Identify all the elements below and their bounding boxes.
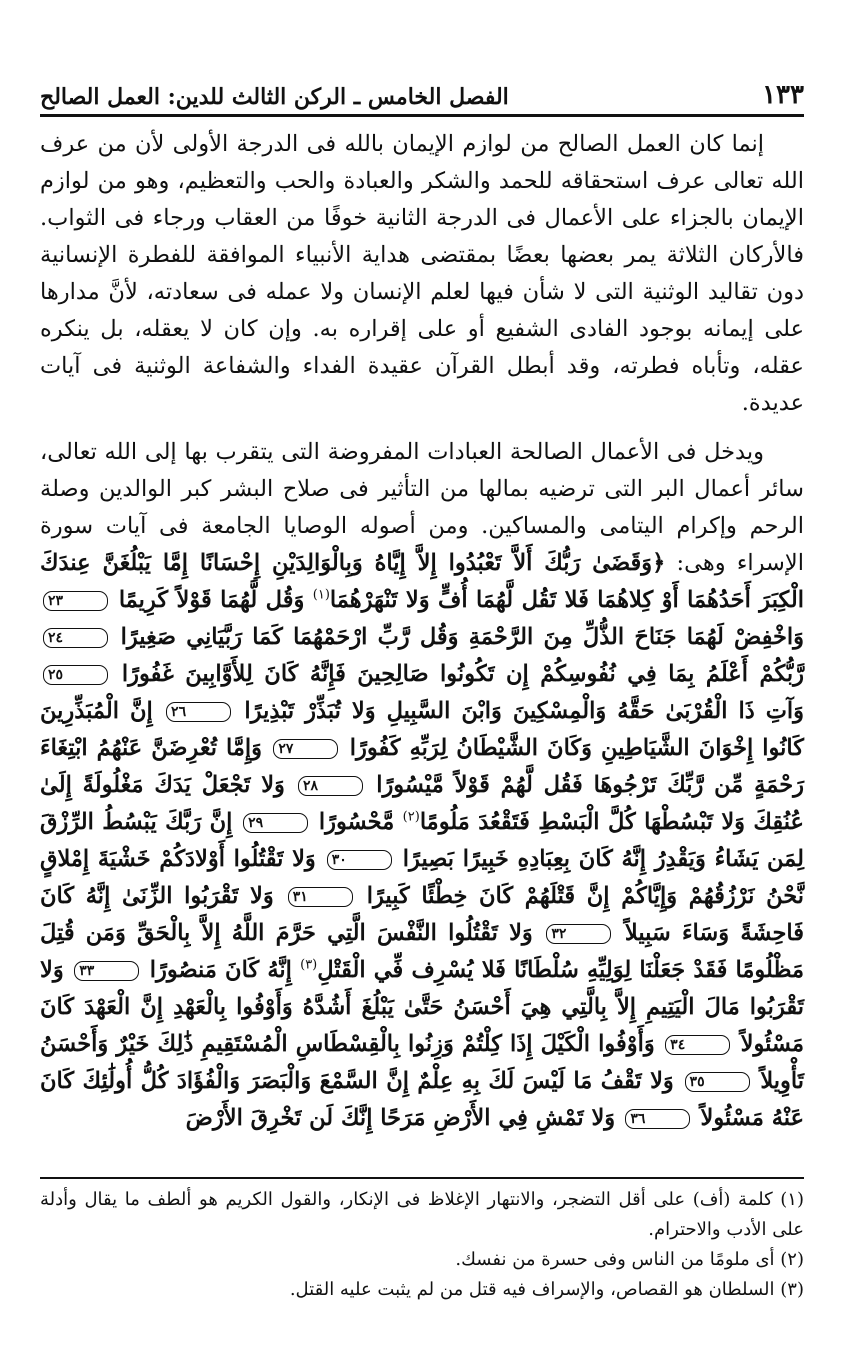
verse-number-marker: ٢٩: [243, 813, 308, 833]
verse-text-continued: إِنَّهُ كَانَ مَنصُورًا: [149, 957, 301, 983]
verse-number-marker: ٣٥: [685, 1072, 750, 1092]
verse-text: وَلا تَقْتُلُوا النَّفْسَ الَّتِي حَرَّمَ اللَّهُ إِلاَّ بِالْحَقِّ وَمَن قُتِلَ مَظْلُومًا فَقَدْ جَعَلْنَا لِوَلِيِّهِ سُلْطَانًا فَلا يُسْرِف فِّي الْقَتْلِ: [40, 920, 805, 983]
verse-text: وَلا تَقْرَبُوا مَالَ الْيَتِيمِ إِلاَّ بِالَّتِي هِيَ أَحْسَنُ حَتَّىٰ يَبْلُغَ أَشُدَّهُ وَأَوْفُوا بِالْعَهْدِ إِنَّ الْعَهْدَ كَانَ مَسْئُولاً: [40, 957, 805, 1057]
verse-text: وَلا تَقْفُ مَا لَيْسَ لَكَ بِهِ عِلْمٌ إِنَّ السَّمْعَ وَالْبَصَرَ وَالْفُؤَادَ كُلُّ أُولَٰئِكَ كَانَ عَنْهُ مَسْئُولاً: [40, 1068, 804, 1131]
footnote-marker: (٣): [300, 957, 318, 973]
page-number: ١٣٣: [762, 80, 804, 110]
verse-text: وَإِمَّا تُعْرِضَنَّ عَنْهُمُ ابْتِغَاءَ رَحْمَةٍ مِّن رَّبِّكَ تَرْجُوهَا فَقُل لَّهُمْ قَوْلاً مَّيْسُورًا: [40, 735, 804, 798]
verse-number-marker: ٢٣: [43, 591, 108, 611]
verse-text: وَلا تَقْرَبُوا الزِّنَىٰ إِنَّهُ كَانَ فَاحِشَةً وَسَاءَ سَبِيلاً: [40, 883, 804, 946]
footnote-3: (٣) السلطان هو القصاص، والإسراف فيه قتل من لم يثبت عليه القتل.: [289, 1279, 804, 1300]
footnote-marker: (١): [312, 587, 330, 603]
verse-number-marker: ٢٨: [298, 776, 363, 796]
quran-verses: [40, 550, 804, 1131]
verse-text: إِنَّ رَبَّكَ يَبْسُطُ الرِّزْقَ لِمَن يَشَاءُ وَيَقْدِرُ إِنَّهُ كَانَ بِعِبَادِهِ خَبِيرًا بَصِيرًا: [40, 809, 804, 872]
verse-number-marker: ٣٠: [327, 850, 392, 870]
paragraph-2-intro: ويدخل فى الأعمال الصالحة العبادات المفروضة التى يتقرب بها إلى الله تعالى، سائر أعمال البر التى ترضيه بمالها من التأثير فى صلاح البشر كبر الوالدين وصلة الرحم وإكرام اليتامى والمساكين. ومن أصوله الوصايا الجامعة فى آيات سورة الإسراء وهى:: [40, 439, 804, 576]
verse-text: وَقَضَىٰ رَبُّكَ أَلاَّ تَعْبُدُوا إِلاَّ إِيَّاهُ وَبِالْوَالِدَيْنِ إِحْسَانًا إِمَّا يَبْلُغَنَّ عِندَكَ الْكِبَرَ أَحَدُهُمَا أَوْ كِلاهُمَا فَلا تَقُل لَّهُمَا أُفٍّ وَلا تَنْهَرْهُمَا: [40, 550, 805, 613]
verse-text: وَاخْفِضْ لَهُمَا جَنَاحَ الذُّلِّ مِنَ الرَّحْمَةِ وَقُل رَّبِّ ارْحَمْهُمَا كَمَا رَبَّيَانِي صَغِيرًا: [120, 624, 804, 650]
verse-text-continued: مَّحْسُورًا: [318, 809, 403, 835]
verse-text: وَآتِ ذَا الْقُرْبَىٰ حَقَّهُ وَالْمِسْكِينَ وَابْنَ السَّبِيلِ وَلا تُبَذِّرْ تَبْذِيرًا: [244, 698, 805, 724]
verse-text: وَلا تَمْشِ فِي الأَرْضِ مَرَحًا إِنَّكَ لَن تَخْرِقَ الأَرْضَ: [185, 1105, 616, 1131]
verse-number-marker: ٣١: [288, 887, 353, 907]
footnote-rule: [40, 1177, 804, 1179]
verse-text: وَأَوْفُوا الْكَيْلَ إِذَا كِلْتُمْ وَزِنُوا بِالْقِسْطَاسِ الْمُسْتَقِيمِ ذَٰلِكَ خَيْرٌ وَأَحْسَنُ تَأْوِيلاً: [40, 1031, 805, 1094]
footnote-2: (٢) أى ملومًا من الناس وفى حسرة من نفسك.: [455, 1249, 804, 1270]
paragraph-1: إنما كان العمل الصالح من لوازم الإيمان بالله فى الدرجة الأولى لأن من عرف الله تعالى عرف استحقاقه للحمد والشكر والعبادة والحب والتعظيم، وهو من لوازم الإيمان بالجزاء على الأعمال فى الدرجة الثانية خوفًا من العقاب ورجاء فى الثواب. فالأركان الثلاثة يمر بعضها بعضًا بمقتضى هداية الأنبياء الموافقة للفطرة الإنسانية دون تقاليد الوثنية التى لا شأن فيها لعلم الإنسان ولا عمله فى سعادته، لأنَّ مدارها على إيمانه بوجود الفادى الشفيع أو على إقراره به. وإن كان لا يعقله، بل ينكره عقله، وتأباه فطرته، وقد أبطل القرآن عقيدة الفداء والشفاعة الوثنية فى آيات عديدة.: [40, 131, 804, 416]
paragraph-2: [40, 434, 804, 1137]
verse-open-bracket: ﴿: [652, 550, 666, 576]
page-body: [40, 126, 804, 1137]
footnote-marker: (٢): [402, 809, 420, 825]
verse-number-marker: ٣٤: [665, 1035, 730, 1055]
verse-number-marker: ٢٥: [43, 665, 108, 685]
page-header: [40, 70, 804, 117]
footnote-1: (١) كلمة (أف) على أقل التضجر، والانتهار الإغلاظ فى الإنكار، والقول الكريم هو ألطف ما يقال وأدلة على الأدب والاحترام.: [40, 1189, 804, 1240]
verse-number-marker: ٢٦: [166, 702, 231, 722]
verse-text: وَلا تَجْعَلْ يَدَكَ مَغْلُولَةً إِلَىٰ عُنُقِكَ وَلا تَبْسُطْهَا كُلَّ الْبَسْطِ فَتَقْعُدَ مَلُومًا: [40, 772, 804, 835]
footnotes: [40, 1177, 804, 1305]
verse-text: رَّبُّكُمْ أَعْلَمُ بِمَا فِي نُفُوسِكُمْ إِن تَكُونُوا صَالِحِينَ فَإِنَّهُ كَانَ لِلأَوَّابِينَ غَفُورًا: [121, 661, 804, 687]
verse-number-marker: ٣٦: [625, 1109, 690, 1129]
verse-text-continued: وَقُل لَّهُمَا قَوْلاً كَرِيمًا: [118, 587, 313, 613]
verse-text: وَلا تَقْتُلُوا أَوْلادَكُمْ خَشْيَةَ إِمْلاقٍ نَّحْنُ نَرْزُقُهُمْ وَإِيَّاكُمْ إِنَّ قَتْلَهُمْ كَانَ خِطْئًا كَبِيرًا: [40, 846, 805, 909]
verse-text: إِنَّ الْمُبَذِّرِينَ كَانُوا إِخْوَانَ الشَّيَاطِينِ وَكَانَ الشَّيْطَانُ لِرَبِّهِ كَفُورًا: [40, 698, 804, 761]
verse-number-marker: ٣٢: [546, 924, 611, 944]
running-title: الفصل الخامس ـ الركن الثالث للدين: العمل الصالح: [40, 84, 509, 110]
verse-number-marker: ٣٣: [74, 961, 139, 981]
verse-number-marker: ٢٤: [43, 628, 108, 648]
verse-number-marker: ٢٧: [273, 739, 338, 759]
